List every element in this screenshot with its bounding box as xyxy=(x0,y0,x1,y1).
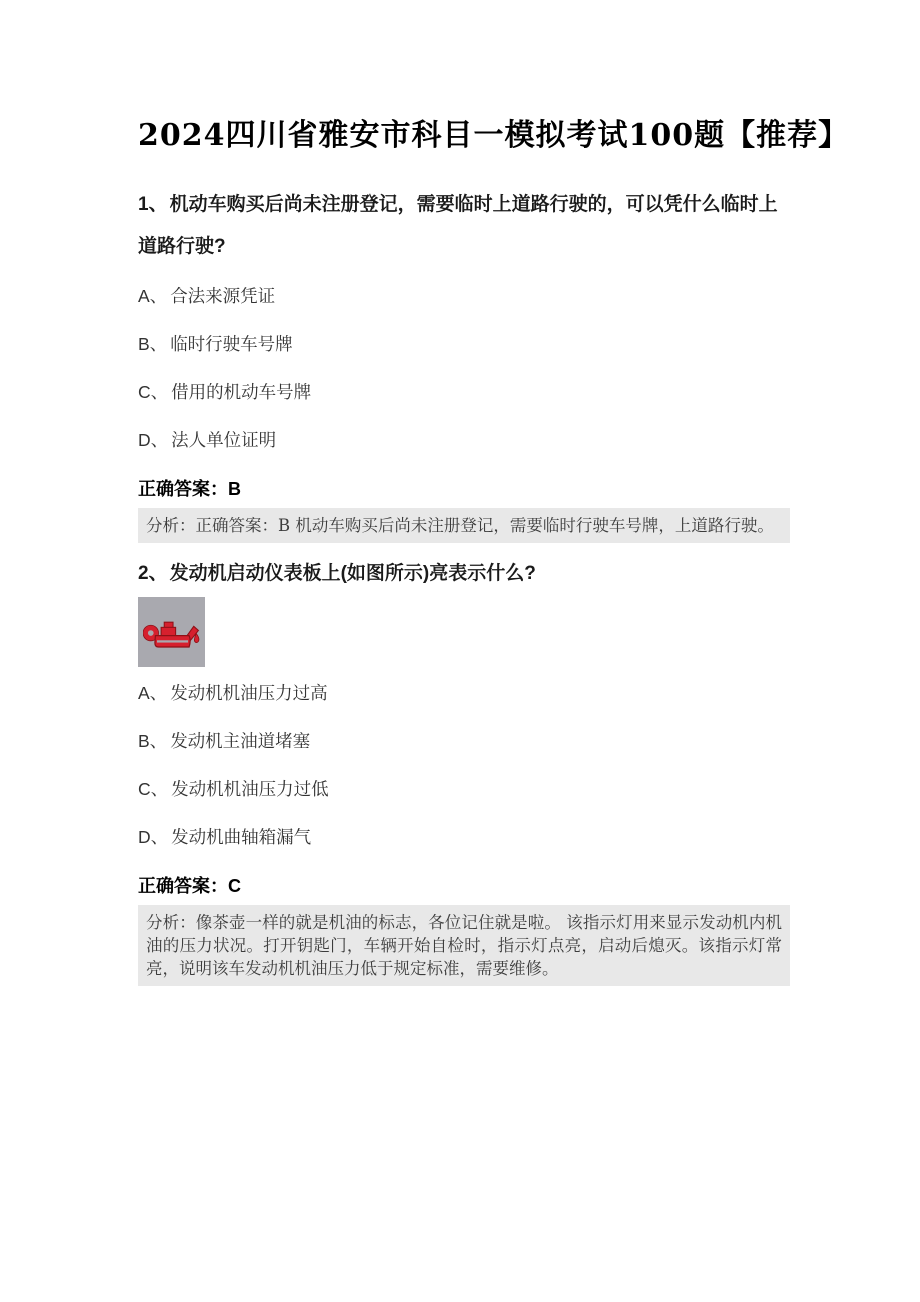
answer-value: B xyxy=(228,479,241,499)
question-block-2 xyxy=(138,559,790,986)
option-text: 法人单位证明 xyxy=(171,430,277,450)
answer-line xyxy=(138,875,790,897)
question-number: 1、 xyxy=(138,194,168,215)
option-label: A、 xyxy=(138,683,168,703)
option-label: B、 xyxy=(138,334,168,354)
option-text: 合法来源凭证 xyxy=(170,286,276,306)
answer-label: 正确答案： xyxy=(138,876,228,896)
option-row-a xyxy=(138,286,790,306)
option-label: B、 xyxy=(138,731,168,751)
option-label: C、 xyxy=(138,382,169,402)
warning-light-image xyxy=(138,597,205,667)
answer-line xyxy=(138,478,790,500)
option-text: 借用的机动车号牌 xyxy=(171,382,312,402)
question-text xyxy=(138,559,790,589)
oil-pressure-warning-icon xyxy=(143,611,201,653)
option-row-b xyxy=(138,731,790,751)
question-number: 2、 xyxy=(138,563,168,584)
option-text: 发动机曲轴箱漏气 xyxy=(171,827,312,847)
question-body: 发动机启动仪表板上(如图所示)亮表示什么? xyxy=(169,563,536,584)
option-text: 发动机机油压力过高 xyxy=(170,683,328,703)
analysis-block: 分析：正确答案：B 机动车购买后尚未注册登记，需要临时行驶车号牌，上道路行驶。 xyxy=(138,508,790,543)
page-title: 2024四川省雅安市科目一模拟考试100题【推荐】 xyxy=(138,118,850,153)
option-row-c xyxy=(138,382,790,402)
option-row-d xyxy=(138,430,790,450)
analysis-block: 分析：像茶壶一样的就是机油的标志，各位记住就是啦。 该指示灯用来显示发动机内机油的压力状况。打开钥匙门，车辆开始自检时，指示灯点亮，启动后熄灭。该指示灯常亮，说明该车发动机机油压力低于规定标准，需要维修。 xyxy=(138,905,790,986)
option-label: A、 xyxy=(138,286,168,306)
option-row-b xyxy=(138,334,790,354)
option-label: C、 xyxy=(138,779,169,799)
option-text: 发动机主油道堵塞 xyxy=(170,731,311,751)
option-text: 临时行驶车号牌 xyxy=(170,334,293,354)
option-label: D、 xyxy=(138,430,169,450)
question-block-1 xyxy=(138,184,790,543)
answer-label: 正确答案： xyxy=(138,479,228,499)
question-text xyxy=(138,184,790,268)
option-row-c xyxy=(138,779,790,799)
option-label: D、 xyxy=(138,827,169,847)
option-row-d xyxy=(138,827,790,847)
option-row-a xyxy=(138,683,790,703)
option-text: 发动机机油压力过低 xyxy=(171,779,329,799)
question-body: 机动车购买后尚未注册登记，需要临时上道路行驶的，可以凭什么临时上道路行驶? xyxy=(138,194,778,257)
answer-value: C xyxy=(228,876,241,896)
